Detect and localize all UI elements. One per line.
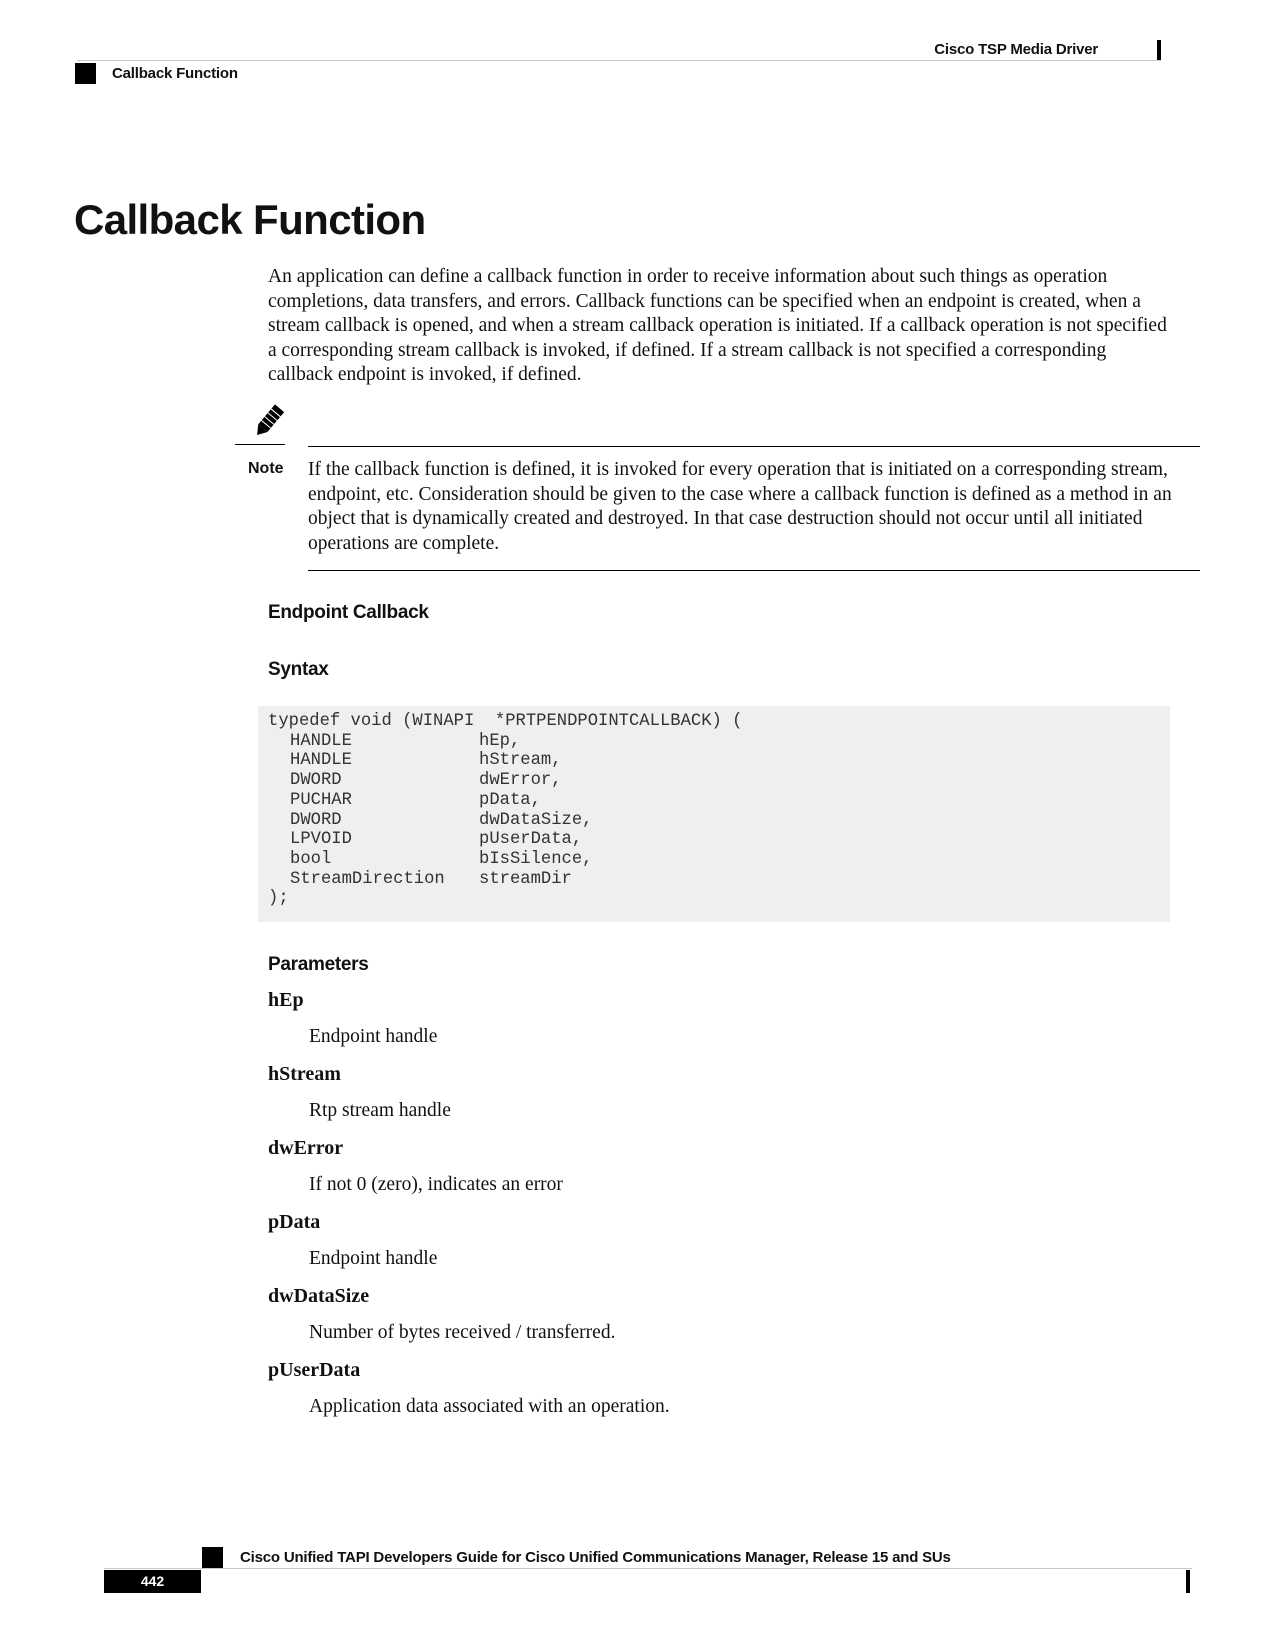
parameter-name: dwDataSize <box>268 1285 370 1307</box>
code-param-name: dwError, <box>479 771 562 791</box>
code-param-name: pUserData, <box>479 830 583 850</box>
header-section-title: Callback Function <box>112 65 238 82</box>
parameters-heading: Parameters <box>268 954 369 975</box>
page-title: Callback Function <box>74 196 426 243</box>
header-marker-bar <box>1157 40 1161 60</box>
note-bottom-rule <box>308 570 1200 571</box>
intro-paragraph: An application can define a callback function in order to receive information about such things as operation completions, data transfers, and errors. Callback functions can be specified when an endpoint is created, when a stream callback is opened, and when a stream callback operation is initiated. If a callback operation is not specified a corresponding stream callback is invoked, if defined. If a stream callback is not specified a corresponding callback endpoint is invoked, if defined. <box>268 266 1167 386</box>
code-first-line: typedef void (WINAPI *PRTPENDPOINTCALLBACK) ( <box>268 712 743 731</box>
parameter-name: dwError <box>268 1137 344 1159</box>
parameter-description: Endpoint handle <box>309 1026 438 1047</box>
parameter-name: pUserData <box>268 1359 361 1381</box>
parameter-description: Number of bytes received / transferred. <box>309 1322 616 1343</box>
code-param-type: DWORD <box>290 771 342 791</box>
code-param-type: StreamDirection <box>290 869 445 889</box>
parameter-name: hStream <box>268 1063 341 1085</box>
code-param-type: PUCHAR <box>290 790 352 810</box>
code-param-name: hEp, <box>479 731 521 751</box>
parameter-name: pData <box>268 1211 321 1233</box>
pencil-icon <box>248 402 288 442</box>
footer-marker-bar <box>1186 1570 1190 1593</box>
code-last-line: ); <box>268 889 289 909</box>
code-param-name: dwDataSize, <box>479 810 593 830</box>
endpoint-callback-heading: Endpoint Callback <box>268 602 429 623</box>
header-rule <box>77 60 1161 61</box>
header-section-marker <box>75 63 96 84</box>
note-top-rule <box>308 446 1200 447</box>
parameter-description: Application data associated with an operation. <box>309 1396 670 1417</box>
code-param-type: LPVOID <box>290 830 352 850</box>
code-block <box>258 706 1170 922</box>
header-chapter-title: Cisco TSP Media Driver <box>934 41 1098 58</box>
footer-book-title: Cisco Unified TAPI Developers Guide for Cisco Unified Communications Manager, Release 15 and SUs <box>240 1549 951 1566</box>
code-param-name: streamDir <box>479 869 572 889</box>
page-number: 442 <box>104 1570 201 1593</box>
code-param-type: DWORD <box>290 810 342 830</box>
code-param-name: pData, <box>479 790 541 810</box>
parameter-description: Endpoint handle <box>309 1248 438 1269</box>
footer-marker <box>202 1547 223 1568</box>
note-text: If the callback function is defined, it is invoked for every operation that is initiated on a corresponding stream, endpoint, etc. Consideration should be given to the case where a callback function is defined as a method in an object that is dynamically created and destroyed. In that case destruction should not occur until all initiated operations are complete. <box>308 459 1172 554</box>
footer-rule <box>104 1568 1192 1569</box>
code-param-name: hStream, <box>479 751 562 771</box>
code-param-name: bIsSilence, <box>479 849 593 869</box>
note-label: Note <box>248 460 284 477</box>
syntax-heading: Syntax <box>268 659 329 680</box>
code-param-type: bool <box>290 849 332 869</box>
code-param-type: HANDLE <box>290 731 352 751</box>
code-param-type: HANDLE <box>290 751 352 771</box>
parameter-name: hEp <box>268 989 304 1011</box>
parameter-description: Rtp stream handle <box>309 1100 451 1121</box>
note-icon-rule <box>235 444 285 445</box>
parameter-description: If not 0 (zero), indicates an error <box>309 1174 563 1195</box>
